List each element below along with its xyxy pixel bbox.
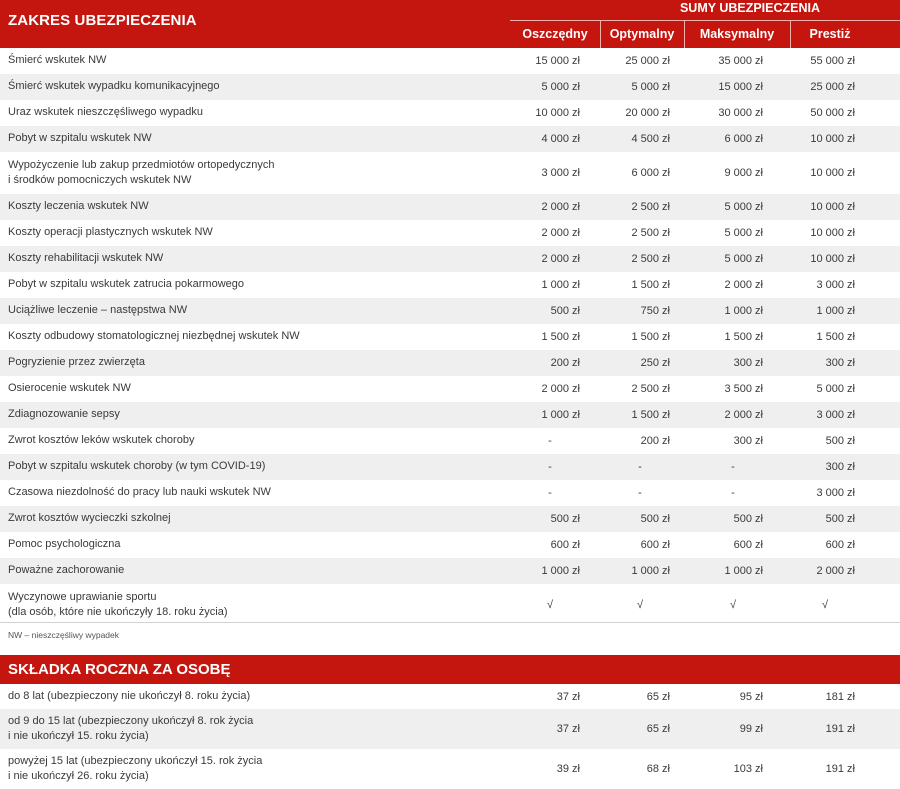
table-row [0, 428, 900, 454]
table-row [0, 152, 900, 194]
cell-value: - [548, 461, 552, 473]
cell-value: 10 000 zł [810, 133, 855, 145]
row-label [8, 152, 488, 194]
cell-value: - [731, 461, 735, 473]
cell-value: 1 000 zł [541, 565, 580, 577]
cell-value: 15 000 zł [535, 55, 580, 67]
table-row [0, 126, 900, 152]
cell-value: 20 000 zł [625, 107, 670, 119]
table-row [0, 48, 900, 74]
cell-value: 1 500 zł [816, 331, 855, 343]
row-label-line: Pomoc psychologiczna [8, 538, 121, 551]
cell-value: 68 zł [646, 763, 670, 775]
cell-value: 2 500 zł [631, 227, 670, 239]
cell-value: 500 zł [550, 513, 580, 525]
row-label [8, 246, 488, 272]
cell-value: 1 000 zł [724, 305, 763, 317]
cell-value: 25 000 zł [625, 55, 670, 67]
cell-value: 1 500 zł [724, 331, 763, 343]
row-label-line: Koszty odbudowy stomatologicznej niezbędnej wskutek NW [8, 330, 300, 343]
cell-value: √ [729, 599, 737, 611]
column-header-optymalny: Optymalny [609, 27, 675, 41]
cell-value: 103 zł [733, 763, 763, 775]
table-row [0, 74, 900, 100]
cell-value: 1 000 zł [631, 565, 670, 577]
cell-value: 300 zł [825, 461, 855, 473]
table-row [0, 100, 900, 126]
table-row [0, 324, 900, 350]
table-row [0, 558, 900, 584]
cell-value: 5 000 zł [631, 81, 670, 93]
cell-value: 3 000 zł [816, 409, 855, 421]
cell-value: 500 zł [550, 305, 580, 317]
row-label-line: Czasowa niezdolność do pracy lub nauki wskutek NW [8, 486, 271, 499]
row-label [8, 298, 488, 324]
cell-value: 3 000 zł [816, 487, 855, 499]
table-row [0, 454, 900, 480]
cell-value: 35 000 zł [718, 55, 763, 67]
coverage-title: ZAKRES UBEZPIECZENIA [8, 12, 197, 29]
abbreviation-note: NW – nieszczęśliwy wypadek [8, 630, 120, 640]
coverage-rows [0, 48, 900, 626]
row-label [8, 194, 488, 220]
cell-value: 750 zł [640, 305, 670, 317]
cell-value: 9 000 zł [724, 167, 763, 179]
row-label-line: Uciążliwe leczenie – następstwa NW [8, 304, 188, 317]
cell-value: 5 000 zł [724, 253, 763, 265]
cell-value: 10 000 zł [535, 107, 580, 119]
cell-value: 1 000 zł [541, 409, 580, 421]
cell-value: - [638, 461, 642, 473]
cell-value: 191 zł [825, 723, 855, 735]
cell-value: 2 000 zł [541, 201, 580, 213]
cell-value: 2 000 zł [724, 409, 763, 421]
row-label-line: Wyczynowe uprawianie sportu [8, 590, 157, 603]
table-row [0, 709, 900, 749]
row-label [8, 126, 488, 152]
row-label-line: Pogryzienie przez zwierzęta [8, 356, 145, 369]
table-row [0, 749, 900, 789]
cell-value: 300 zł [825, 357, 855, 369]
table-row [0, 246, 900, 272]
cell-value: 3 500 zł [724, 383, 763, 395]
row-label-line: i nie ukończył 26. roku życia) [8, 770, 149, 782]
cell-value: 181 zł [825, 690, 855, 703]
cell-value: 1 000 zł [724, 565, 763, 577]
cell-value: 600 zł [550, 539, 580, 551]
premium-rows [0, 684, 900, 789]
cell-value: 1 500 zł [541, 331, 580, 343]
cell-value: 10 000 zł [810, 201, 855, 213]
cell-value: 1 000 zł [816, 305, 855, 317]
cell-value: 2 000 zł [541, 227, 580, 239]
cell-value: 500 zł [733, 513, 763, 525]
row-label-line: od 9 do 15 lat (ubezpieczony ukończył 8. rok życia [8, 714, 254, 727]
row-label [8, 454, 488, 480]
row-label-line: Osierocenie wskutek NW [8, 382, 131, 395]
row-label [8, 402, 488, 428]
row-label-line: Pobyt w szpitalu wskutek zatrucia pokarmowego [8, 278, 244, 291]
row-label [8, 558, 488, 584]
row-label [8, 584, 488, 626]
cell-value: 2 000 zł [541, 383, 580, 395]
cell-value: 65 zł [646, 690, 670, 703]
cell-value: 4 500 zł [631, 133, 670, 145]
row-label [8, 480, 488, 506]
cell-value: 500 zł [640, 513, 670, 525]
table-row [0, 684, 900, 709]
table-row [0, 220, 900, 246]
table-row [0, 350, 900, 376]
row-label [8, 350, 488, 376]
table-row [0, 194, 900, 220]
cell-value: 5 000 zł [816, 383, 855, 395]
cell-value: 5 000 zł [724, 201, 763, 213]
cell-value: 200 zł [640, 435, 670, 447]
cell-value: 2 000 zł [724, 279, 763, 291]
cell-value: 2 000 zł [816, 565, 855, 577]
row-label-line: Poważne zachorowanie [8, 564, 125, 577]
row-label-line: Pobyt w szpitalu wskutek choroby (w tym COVID-19) [8, 460, 266, 473]
row-label-line: i nie ukończył 15. roku życia) [8, 730, 149, 742]
row-label [8, 428, 488, 454]
row-label [8, 74, 488, 100]
cell-value: 30 000 zł [718, 107, 763, 119]
cell-value: 99 zł [739, 723, 763, 735]
cell-value: 1 500 zł [631, 409, 670, 421]
cell-value: 39 zł [556, 763, 580, 775]
row-label [8, 48, 488, 74]
row-label-line: Zdiagnozowanie sepsy [8, 408, 120, 421]
row-label-line: do 8 lat (ubezpieczony nie ukończył 8. roku życia) [8, 689, 251, 702]
cell-value: 10 000 zł [810, 167, 855, 179]
cell-value: √ [546, 599, 554, 611]
cell-value: 5 000 zł [724, 227, 763, 239]
cell-value: 37 zł [556, 723, 580, 735]
cell-value: 5 000 zł [541, 81, 580, 93]
table-row [0, 298, 900, 324]
cell-value: 200 zł [550, 357, 580, 369]
table-row [0, 272, 900, 298]
row-label-line: Zwrot kosztów leków wskutek choroby [8, 434, 195, 447]
table-row [0, 402, 900, 428]
column-header-prestiz: Prestiż [809, 27, 851, 41]
cell-value: 300 zł [733, 435, 763, 447]
cell-value: 300 zł [733, 357, 763, 369]
cell-value: 3 000 zł [816, 279, 855, 291]
cell-value: 3 000 zł [541, 167, 580, 179]
row-label [8, 532, 488, 558]
cell-value: - [638, 487, 642, 499]
cell-value: 10 000 zł [810, 227, 855, 239]
cell-value: 1 500 zł [631, 279, 670, 291]
cell-value: 2 500 zł [631, 253, 670, 265]
row-label [8, 709, 488, 749]
cell-value: 95 zł [739, 690, 763, 703]
cell-value: 10 000 zł [810, 253, 855, 265]
cell-value: - [548, 487, 552, 499]
row-label [8, 506, 488, 532]
table-row [0, 480, 900, 506]
row-label [8, 376, 488, 402]
row-label-line: Koszty leczenia wskutek NW [8, 200, 149, 213]
row-label-line: Wypożyczenie lub zakup przedmiotów ortopedycznych [8, 158, 275, 171]
cell-value: 25 000 zł [810, 81, 855, 93]
table-row [0, 532, 900, 558]
cell-value: √ [636, 599, 644, 611]
row-label-line: i środków pomocniczych wskutek NW [8, 174, 192, 186]
row-label-line: Śmierć wskutek NW [8, 54, 107, 67]
row-label [8, 220, 488, 246]
cell-value: 6 000 zł [631, 167, 670, 179]
cell-value: 1 000 zł [541, 279, 580, 291]
cell-value: 2 000 zł [541, 253, 580, 265]
row-label-line: (dla osób, które nie ukończyły 18. roku życia) [8, 606, 228, 618]
row-label [8, 324, 488, 350]
row-label-line: powyżej 15 lat (ubezpieczony ukończył 15. rok życia [8, 754, 263, 767]
row-label-line: Uraz wskutek nieszczęśliwego wypadku [8, 106, 204, 119]
cell-value: 500 zł [825, 435, 855, 447]
cell-value: - [548, 435, 552, 447]
cell-value: 600 zł [640, 539, 670, 551]
cell-value: - [731, 487, 735, 499]
row-label [8, 272, 488, 298]
premium-header [0, 655, 900, 684]
table-row [0, 584, 900, 626]
cell-value: 37 zł [556, 690, 580, 703]
cell-value: 600 zł [733, 539, 763, 551]
table-row [0, 376, 900, 402]
cell-value: 50 000 zł [810, 107, 855, 119]
row-label [8, 749, 488, 789]
row-label-line: Koszty operacji plastycznych wskutek NW [8, 226, 213, 239]
row-label-line: Zwrot kosztów wycieczki szkolnej [8, 512, 171, 525]
cell-value: 600 zł [825, 539, 855, 551]
premium-title: SKŁADKA ROCZNA ZA OSOBĘ [8, 661, 231, 678]
cell-value: 55 000 zł [810, 55, 855, 67]
row-label [8, 100, 488, 126]
row-label-line: Koszty rehabilitacji wskutek NW [8, 252, 164, 265]
cell-value: 2 500 zł [631, 383, 670, 395]
cell-value: √ [821, 599, 829, 611]
cell-value: 250 zł [640, 357, 670, 369]
cell-value: 500 zł [825, 513, 855, 525]
table-row [0, 506, 900, 532]
cell-value: 4 000 zł [541, 133, 580, 145]
cell-value: 6 000 zł [724, 133, 763, 145]
cell-value: 1 500 zł [631, 331, 670, 343]
row-label-line: Pobyt w szpitalu wskutek NW [8, 132, 152, 145]
cell-value: 15 000 zł [718, 81, 763, 93]
row-label-line: Śmierć wskutek wypadku komunikacyjnego [8, 80, 220, 93]
coverage-header [0, 0, 900, 48]
column-header-oszczedny: Oszczędny [522, 27, 588, 41]
sums-group-title: SUMY UBEZPIECZENIA [679, 1, 821, 15]
cell-value: 65 zł [646, 723, 670, 735]
cell-value: 191 zł [825, 763, 855, 775]
row-label [8, 684, 488, 709]
column-header-maksymalny: Maksymalny [699, 27, 775, 41]
table-bottom-rule [0, 622, 900, 623]
cell-value: 2 500 zł [631, 201, 670, 213]
